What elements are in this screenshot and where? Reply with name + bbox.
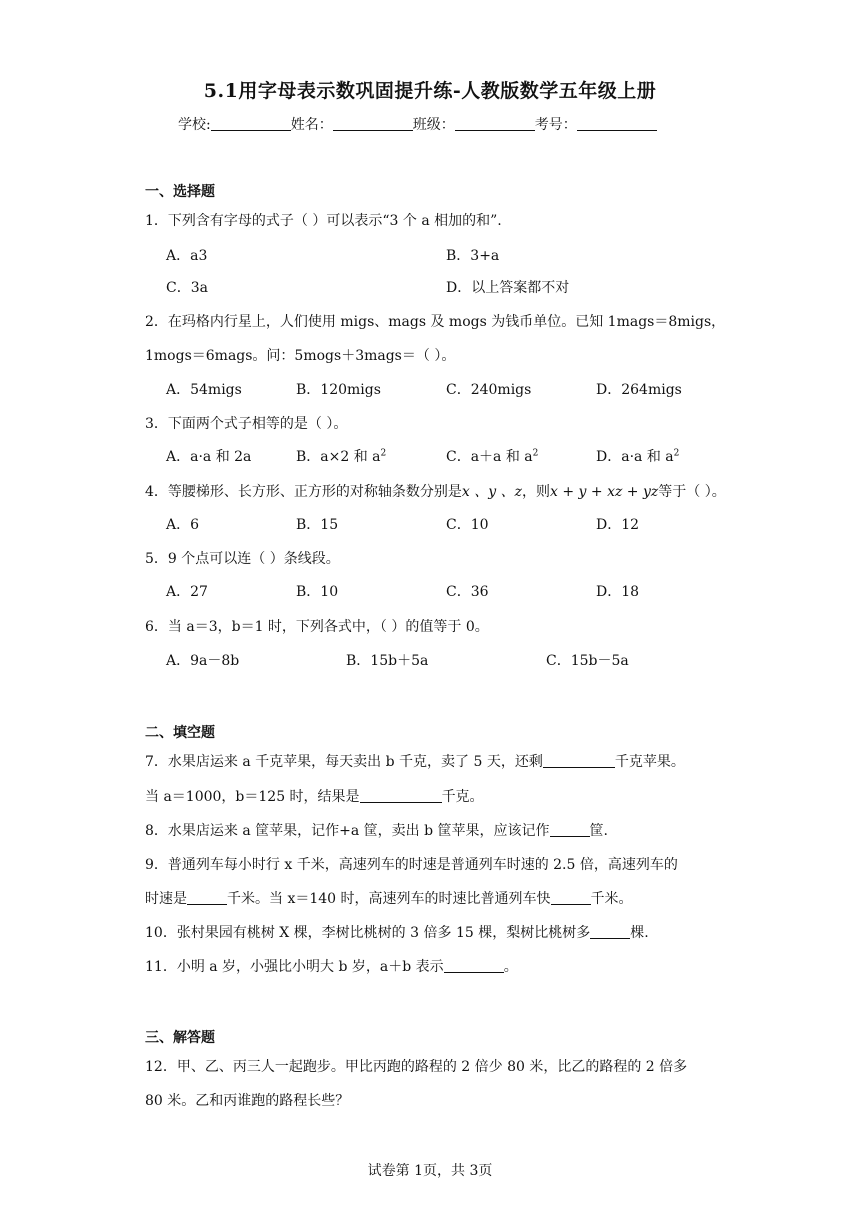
- q5-option-b: B．10: [296, 584, 339, 600]
- q5-option-d: D．18: [596, 584, 640, 600]
- q3-option-d: D．a·a 和 $a^2$: [596, 448, 680, 465]
- q4-option-b: B．15: [296, 517, 339, 533]
- q2-option-d: D．264migs: [596, 382, 682, 398]
- question-9-line-1: 9．普通列车每小时行 x 千米，高速列车的时速是普通列车时速的 2.5 倍，高速列车的: [145, 857, 678, 873]
- answer-blank[interactable]: [187, 890, 227, 905]
- question-3: 3．下面两个式子相等的是（ ）。: [145, 416, 348, 432]
- answer-blank[interactable]: [590, 924, 630, 939]
- question-4: 4．等腰梯形、长方形、正方形的对称轴条数分别是x 、y 、z，则x + y + xz + yz等于（ ）。: [145, 484, 726, 500]
- q6-option-b: B．15b＋5a: [346, 653, 429, 669]
- q1-option-a: A．a3: [166, 248, 208, 264]
- q4-option-c: C．10: [446, 517, 489, 533]
- answer-blank[interactable]: [543, 753, 615, 768]
- q2-option-c: C．240migs: [446, 382, 532, 398]
- question-11: 11．小明 a 岁，小强比小明大 b 岁，a＋b 表示 。: [145, 959, 518, 975]
- q2-option-a: A．54migs: [166, 382, 242, 398]
- answer-blank[interactable]: [360, 788, 442, 803]
- q1-option-b: B．3+a: [446, 248, 500, 264]
- school-label: 学校:: [178, 117, 211, 133]
- question-8: 8．水果店运来 a 筐苹果，记作+a 筐，卖出 b 筐苹果，应该记作 筐.: [145, 823, 608, 839]
- class-blank: [455, 116, 535, 131]
- q3-option-c: C．a＋a 和 $a^2$: [446, 448, 539, 465]
- section-heading-solve: 三、解答题: [145, 1030, 215, 1046]
- question-9-line-2: 时速是 千米。当 x＝140 时，高速列车的时速比普通列车快 千米。: [145, 891, 633, 907]
- q1-option-d: D．以上答案都不对: [446, 280, 570, 296]
- q4-option-a: A．6: [166, 517, 200, 533]
- question-10: 10．张村果园有桃树 X 棵，李树比桃树的 3 倍多 15 棵，梨树比桃树多 棵.: [145, 925, 649, 941]
- q5-option-c: C．36: [446, 584, 489, 600]
- page-title: 5.1用字母表示数巩固提升练-人教版数学五年级上册: [203, 80, 657, 102]
- name-blank: [333, 116, 413, 131]
- section-heading-choice: 一、选择题: [145, 184, 215, 200]
- question-12-line-1: 12．甲、乙、丙三人一起跑步。甲比丙跑的路程的 2 倍少 80 米，比乙的路程的 2 倍多: [145, 1059, 688, 1075]
- q5-option-a: A．27: [166, 584, 208, 600]
- q1-option-c: C．3a: [166, 280, 208, 296]
- q3-option-a: A．a·a 和 2a: [166, 449, 252, 465]
- q4-option-d: D．12: [596, 517, 640, 533]
- q3-option-b: B．a×2 和 $a^2$: [296, 448, 387, 465]
- page-footer: 试卷第 1页，共 3页: [367, 1163, 493, 1179]
- answer-blank[interactable]: [550, 822, 590, 837]
- question-2-line-1: 2．在玛格内行星上，人们使用 migs、mags 及 mogs 为钱币单位。已知 1mags＝8migs，: [145, 314, 726, 330]
- question-12-line-2: 80 米。乙和丙谁跑的路程长些？: [145, 1093, 350, 1109]
- question-1: 1．下列含有字母的式子（ ）可以表示“3 个 a 相加的和”.: [145, 213, 502, 229]
- question-7-line-2: 当 a＝1000，b＝125 时，结果是 千克。: [145, 789, 484, 805]
- section-heading-fill: 二、填空题: [145, 725, 215, 741]
- question-5: 5．9 个点可以连（ ）条线段。: [145, 551, 340, 567]
- class-label: 班级：: [412, 117, 455, 133]
- exam-no-label: 考号：: [534, 117, 577, 133]
- name-label: 姓名：: [290, 117, 333, 133]
- question-2-line-2: 1mogs＝6mags。问：5mogs＋3mags＝（ ）。: [145, 348, 456, 364]
- question-7-line-1: 7．水果店运来 a 千克苹果，每天卖出 b 千克，卖了 5 天，还剩 千克苹果。: [145, 754, 685, 770]
- q6-option-a: A．9a－8b: [166, 653, 240, 669]
- answer-blank[interactable]: [444, 958, 504, 973]
- exam-no-blank: [577, 116, 657, 131]
- q2-option-b: B．120migs: [296, 382, 381, 398]
- student-info-line: [178, 114, 657, 134]
- question-6: 6．当 a＝3，b＝1 时，下列各式中，（ ）的值等于 0。: [145, 619, 489, 635]
- q6-option-c: C．15b－5a: [546, 653, 629, 669]
- school-blank: [211, 116, 291, 131]
- answer-blank[interactable]: [551, 890, 591, 905]
